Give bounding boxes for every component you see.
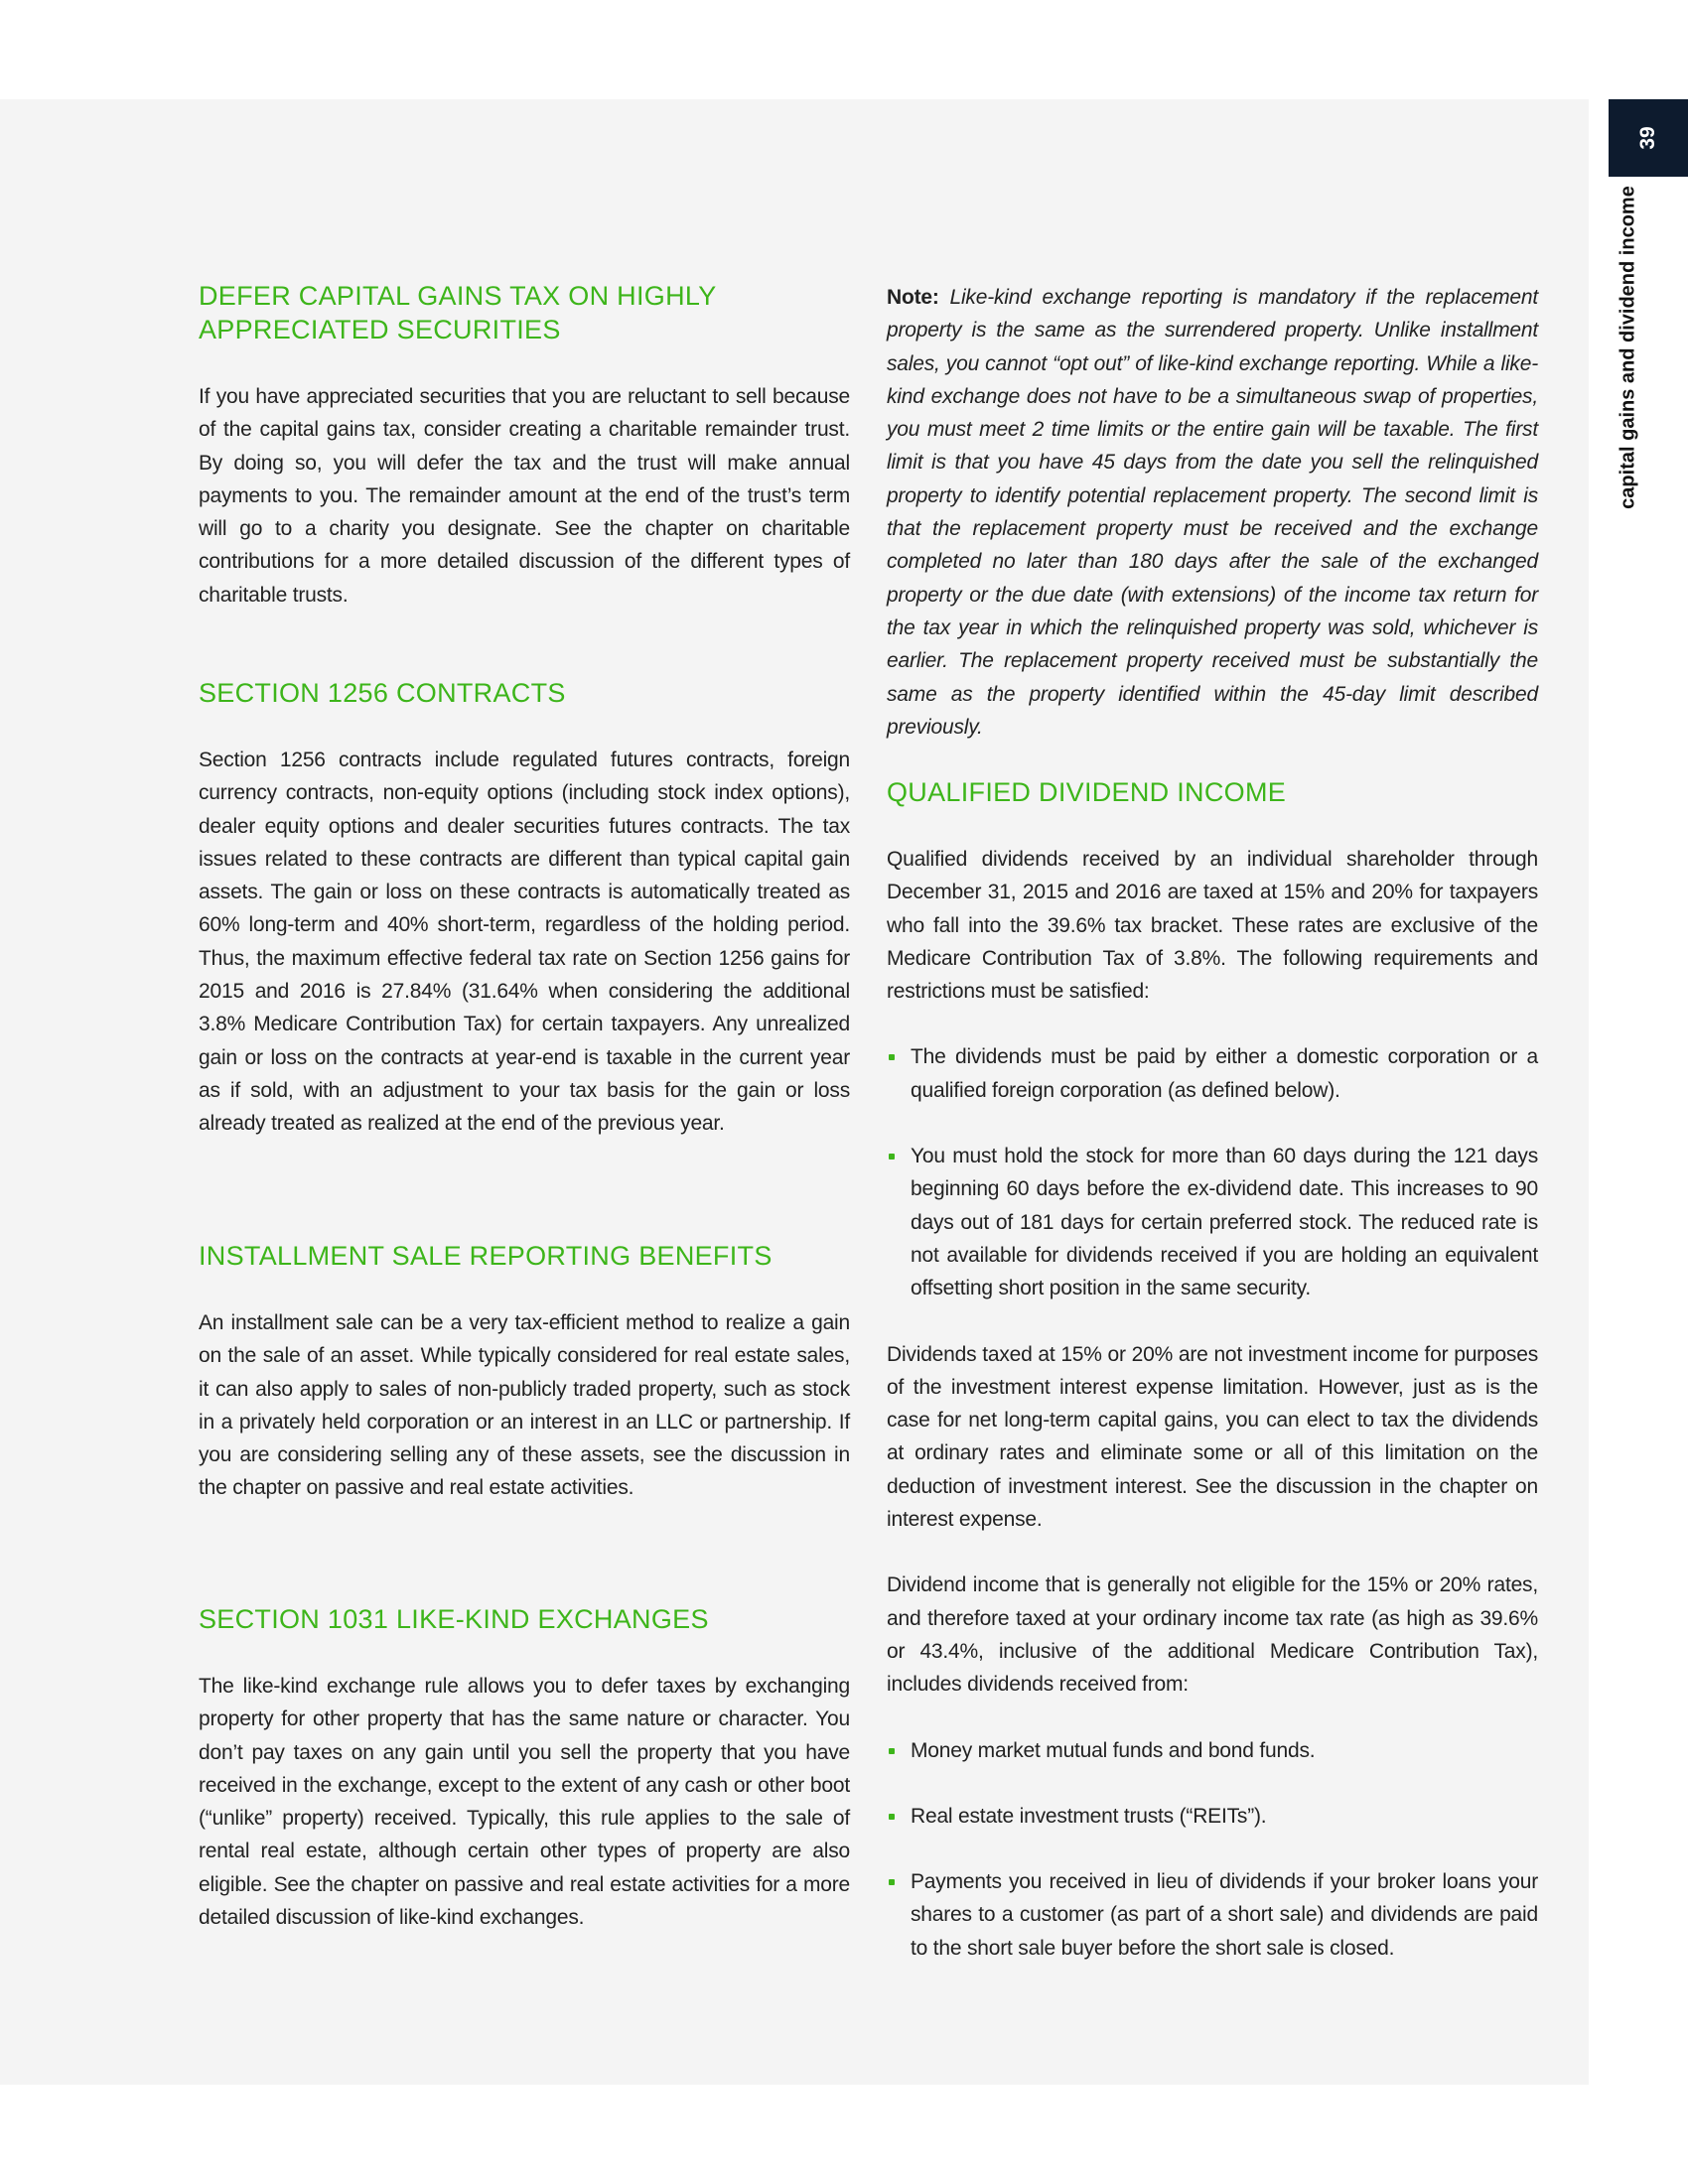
section-1256 [199, 676, 850, 1141]
list-item [887, 1734, 1538, 1767]
section-intro: Qualified dividends received by an individual shareholder through December 31, 2015 and 2016 are taxed at 15% and 20% for taxpayers who fall into the 39.6% tax bracket. These rates are exclusive of the Medicare Contribution Tax of 3.8%. The following requirements and restrictions must be satisfied: [887, 848, 1538, 1004]
section-heading: QUALIFIED DIVIDEND INCOME [887, 777, 1287, 807]
bullet-icon [889, 1054, 895, 1060]
section-heading: SECTION 1031 LIKE-KIND EXCHANGES [199, 1604, 709, 1634]
note-text: Like-kind exchange reporting is mandatory if the replacement property is the same as the surrendered property. Unlike installment sales, you cannot “opt out” of like-kind exchange reporting. While a like-kind exchange does not have to be a simultaneous swap of properties, you must meet 2 time limits or the entire gain will be taxable. The first limit is that you have 45 days from the date you sell the relinquished property to identify potential replacement property. The second limit is that the replacement property must be received and the exchange completed no later than 180 days after the sale of the exchanged property or the due date (with extensions) of the income tax return for the tax year in which the relinquished property was sold, whichever is earlier. The replacement property received must be substantially the same as the property identified within the 45-day limit described previously. [887, 286, 1538, 739]
section-qualified-dividends [887, 775, 1538, 1965]
section-body: The like-kind exchange rule allows you to defer taxes by exchanging property for other property that has the same nature or character. You don’t pay taxes on any gain until you sell the property that you have received in the exchange, except to the extent of any cash or other boot (“unlike” property) received. Typically, this rule applies to the sale of rental real estate, although certain other types of property are also eligible. See the chapter on passive and real estate activities for a more detailed discussion of like-kind exchanges. [199, 1675, 850, 1930]
like-kind-note [887, 281, 1538, 744]
section-installment [199, 1239, 850, 1505]
page-number-tab [1609, 99, 1688, 177]
list-item-text: Money market mutual funds and bond funds. [911, 1738, 1316, 1762]
list-item-text: The dividends must be paid by either a domestic corporation or a qualified foreign corporation (as defined below). [911, 1045, 1538, 1102]
section-defer-gains [199, 279, 850, 612]
section-body: If you have appreciated securities that you are reluctant to sell because of the capital gains tax, consider creating a charitable remainder trust. By doing so, you will defer the tax and the trust will make annual payments to you. The remainder amount at the end of the trust’s term will go to a charity you designate. See the chapter on charitable contributions for a more detailed discussion of the different types of charitable trusts. [199, 385, 850, 607]
ineligible-list [887, 1734, 1538, 1965]
section-heading: INSTALLMENT SALE REPORTING BENEFITS [199, 1241, 773, 1271]
list-item-text: Real estate investment trusts (“REITs”). [911, 1804, 1267, 1828]
section-heading: SECTION 1256 CONTRACTS [199, 678, 566, 708]
section-body: An installment sale can be a very tax-efficient method to realize a gain on the sale of an asset. While typically considered for real estate sales, it can also apply to sales of non-publicly traded property, such as stock in a privately held corporation or an interest in an LLC or partnership. If you are considering selling any of these assets, see the discussion in the chapter on passive and real estate activities. [199, 1311, 850, 1500]
bullet-icon [889, 1879, 895, 1885]
list-item [887, 1040, 1538, 1107]
paragraph: Dividend income that is generally not eligible for the 15% or 20% rates, and therefore taxed at your ordinary income tax rate (as high as 39.6% or 43.4%, inclusive of the additional Medicare Contribution Tax), includes dividends received from: [887, 1573, 1538, 1697]
list-item [887, 1140, 1538, 1304]
section-1031 [199, 1602, 850, 1934]
bullet-icon [889, 1154, 895, 1160]
list-item [887, 1800, 1538, 1833]
list-item [887, 1865, 1538, 1965]
paragraph: Dividends taxed at 15% or 20% are not investment income for purposes of the investment interest expense limitation. However, just as is the case for net long-term capital gains, you can elect to tax the dividends at ordinary rates and eliminate some or all of this limitation on the deduction of investment interest. See the discussion in the chapter on interest expense. [887, 1342, 1538, 1532]
bullet-icon [889, 1748, 895, 1754]
section-heading: DEFER CAPITAL GAINS TAX ON HIGHLY APPRECIATED SECURITIES [199, 281, 717, 344]
section-body: Section 1256 contracts include regulated futures contracts, foreign currency contracts, non-equity options (including stock index options), dealer equity options and dealer securities futures contracts. The tax issues related to these contracts are different than typical capital gain assets. The gain or loss on these contracts is automatically treated as 60% long-term and 40% short-term, regardless of the holding period. Thus, the maximum effective federal tax rate on Section 1256 gains for 2015 and 2016 is 27.84% (31.64% when considering the additional 3.8% Medicare Contribution Tax) for certain taxpayers. Any unrealized gain or loss on the contracts at year-end is taxable in the current year as if sold, with an adjustment to your tax basis for the gain or loss already treated as realized at the end of the previous year. [199, 749, 850, 1136]
list-item-text: You must hold the stock for more than 60 days during the 121 days beginning 60 days before the ex-dividend date. This increases to 90 days out of 181 days for certain preferred stock. The reduced rate is not available for dividends received if you are holding an equivalent offsetting short position in the same security. [911, 1145, 1538, 1300]
list-item-text: Payments you received in lieu of dividends if your broker loans your shares to a customer (as part of a short sale) and dividends are paid to the short sale buyer before the short sale is closed. [911, 1870, 1538, 1960]
note-label: Note: [887, 286, 939, 309]
bullet-icon [889, 1814, 895, 1820]
page-number: 39 [1636, 126, 1659, 150]
requirements-list [887, 1040, 1538, 1304]
chapter-title: capital gains and dividend income [1617, 186, 1639, 509]
